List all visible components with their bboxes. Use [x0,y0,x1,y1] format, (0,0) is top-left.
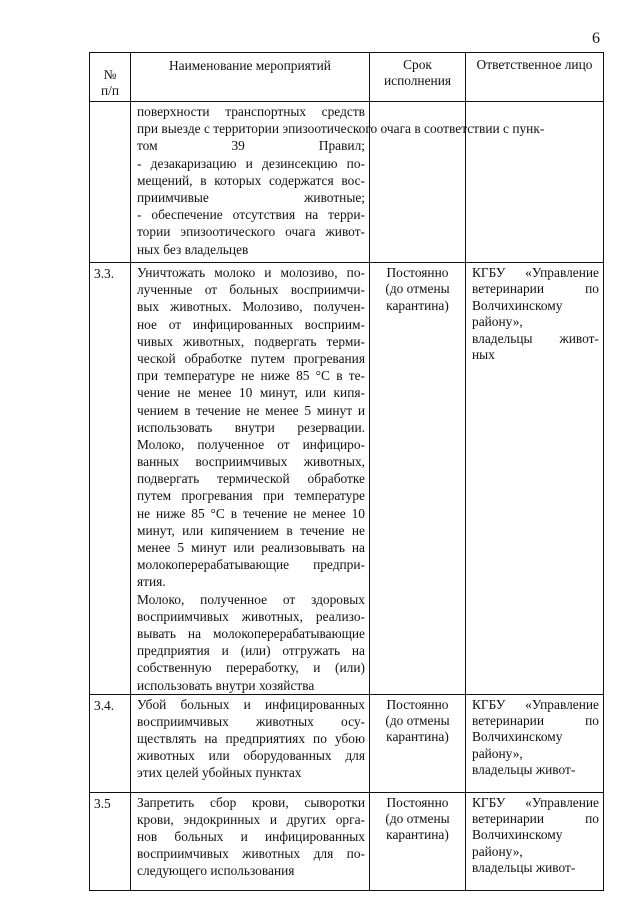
term-line: Постоянно [386,794,449,810]
measure-line: том 39 Правил; [137,138,365,154]
term-text [370,792,466,890]
row-number-text: 3.4. [94,697,115,713]
responsible-text [466,792,604,890]
measure-line: чивых животных, подвергать терми- [137,333,365,349]
measure-line: восприимчивых животных осу- [137,713,365,729]
header-term-line1: Срок [403,57,432,72]
responsible-text [466,694,604,792]
measure-line: ятия. [137,574,166,590]
measure-line: Убой больных и инфицированных [137,696,365,712]
measure-line: приимчивые животные; [137,189,365,205]
measure-line: следующего использования [137,863,295,879]
measure-line: мещений, в которых содержатся вос- [137,172,365,188]
measure-line: вывать на молокоперерабатывающие [137,625,365,641]
term-line: (до отмены [385,281,450,297]
measure-line: предприятия и (или) отгружать на [137,643,365,659]
responsible-line: КГБУ «Управление [472,696,599,712]
measure-line: менее 5 минут или реализовывать на [137,540,365,555]
table-row [90,102,604,263]
term-line: (до отмены [385,713,450,729]
measure-line: использовать внутри резервации. [137,419,365,435]
responsible-line: району», [472,843,523,859]
measure-line: лученные от больных восприимчи- [137,282,365,298]
measure-line: не ниже 85 °С в течение не менее 10 [137,505,365,521]
measure-line: вых животных. Молозиво, получен- [137,299,365,315]
responsible-line: КГБУ «Управление [472,794,599,810]
table-header-row [90,53,604,102]
measure-line: - дезакаризацию и дезинсекцию по- [137,155,365,171]
measure-line: восприимчивых животных для по- [137,846,365,862]
measure-line: тории эпизоотического очага живот- [137,224,365,240]
responsible-line: ных [472,346,495,362]
measure-line: крови, эндокринных и других орга- [137,811,365,827]
measure-line: молокоперерабатывающие предпри- [137,557,365,573]
term-line: (до отмены [385,811,450,827]
measure-line: при выезде с территории эпизоотического очага в соответствии с пунк- [137,121,545,137]
measure-line: собственную переработку, и (или) [137,660,365,676]
measure-line: Уничтожать молоко и молозиво, по- [137,265,365,280]
responsible-text [466,263,604,695]
measure-text [131,694,370,792]
measure-line: ществлять на предприятиях по убою [137,731,365,747]
row-number [90,694,131,792]
header-term-line2: исполнения [383,73,452,88]
term-text [370,263,466,695]
term-line: карантина) [386,827,449,843]
measure-line: чение не менее 10 минут, или кипя- [137,385,365,401]
measure-line: Молоко, полученное от инфициро- [137,436,365,452]
table-row [90,694,604,792]
measure-line: минут, или кипячением в течение не [137,522,365,538]
responsible-line: району», [472,745,523,761]
measure-line: путем прогревания при температуре [137,488,365,504]
responsible-line: ветеринарии по [472,713,599,729]
table-row [90,792,604,890]
term-line: карантина) [386,729,449,745]
measure-text [131,102,545,263]
header-term [370,53,466,102]
term-text [370,694,466,792]
measure-line: - обеспечение отсутствия на терри- [137,207,365,223]
measure-line: этих целей убойных пунктах [137,765,302,781]
term-line: Постоянно [386,265,449,280]
header-measures: Наименование мероприятий [131,53,370,102]
responsible-line: ветеринарии по [472,811,599,827]
responsible-line: владельцы живот- [472,860,576,876]
term-line: карантина) [386,297,449,313]
measure-line: Запретить сбор крови, сыворотки [137,794,365,810]
responsible-line: району», [472,314,523,330]
measure-line: животных или оборудованных для [137,748,365,764]
page-number: 6 [592,30,600,47]
row-number [90,263,131,695]
responsible-line: Волчихинскому [472,297,563,313]
responsible-line: Волчихинскому [472,827,563,843]
responsible-line: владельцы живот- [472,762,576,778]
measure-text [131,263,370,695]
measure-line: нов больных и инфицированных [137,829,365,845]
measure-line: ных без владельцев [137,241,249,257]
responsible-line: Волчихинскому [472,729,563,745]
table-row [90,263,604,695]
row-number-text: 3.3. [94,266,115,281]
measure-line: чением в течение не менее 5 минут и [137,402,365,418]
measure-line: использовать внутри хозяйства [137,677,315,693]
row-number [90,792,131,890]
header-number-abbr: п/п [100,83,120,98]
header-responsible: Ответственное лицо [466,53,604,102]
header-number-sign: № [103,67,117,82]
responsible-line: ветеринарии по [472,281,599,297]
measure-text [131,792,370,890]
responsible-line: КГБУ «Управление [472,265,599,280]
measure-line: ванных восприимчивых животных, [137,454,365,470]
measure-line: ное от инфицированных восприим- [137,316,365,332]
measure-line: подвергать термической обработке [137,471,365,487]
measure-line: ческой обработке путем прогревания [137,350,365,366]
measures-table [89,52,604,891]
measure-line: поверхности транспортных средств [137,104,365,119]
measure-line: Молоко, полученное от здоровых [137,591,365,607]
measure-line: восприимчивых животных, реализо- [137,608,365,624]
measure-line: при температуре не ниже 85 °С в те- [137,368,365,384]
responsible-line: владельцы живот- [472,330,599,346]
header-number [90,53,131,102]
row-number [90,102,131,263]
row-number-text: 3.5 [94,795,111,811]
term-line: Постоянно [386,696,449,712]
